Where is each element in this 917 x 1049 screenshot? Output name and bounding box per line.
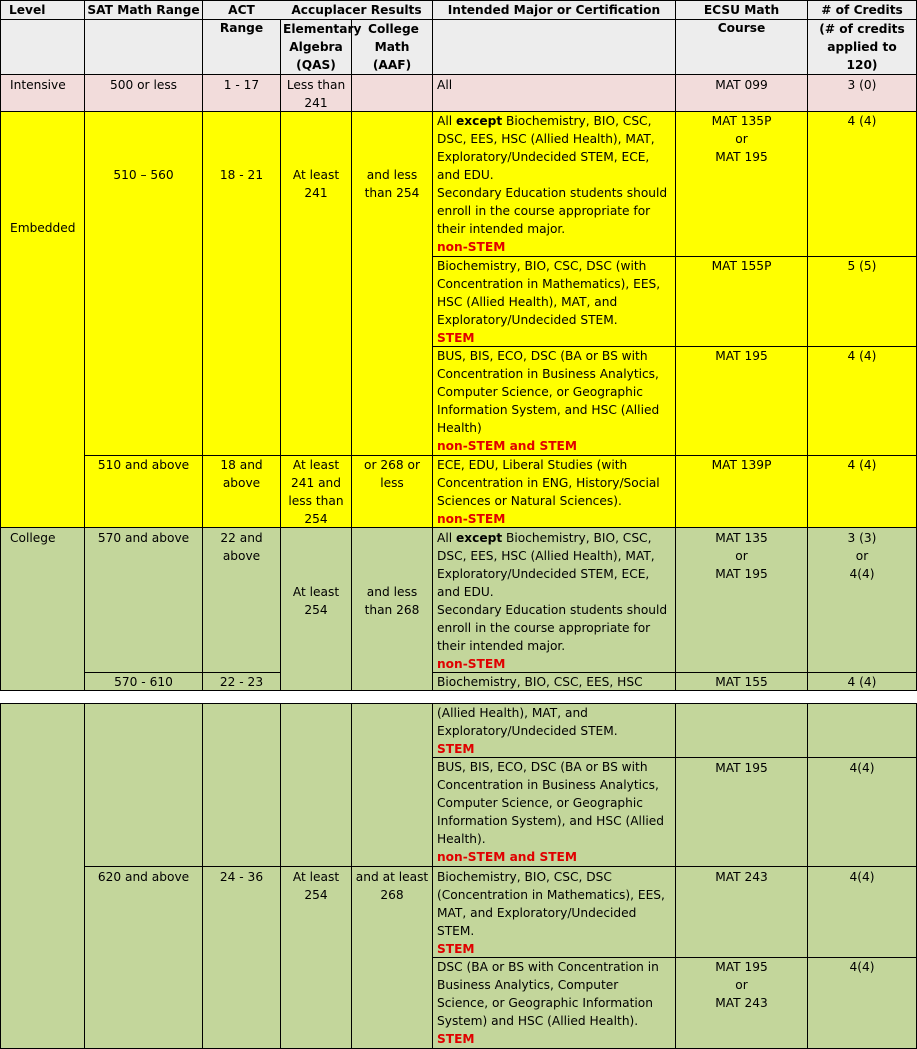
embedded-course-1b: MAT 195 (715, 150, 768, 164)
embedded-level: Embedded (10, 221, 76, 235)
college-major-4 (433, 868, 675, 957)
embedded-course-3: MAT 195 (715, 349, 768, 363)
college-major-1-note: Secondary Education students should enroll in the course appropriate for their intended major. (437, 603, 668, 653)
college-major-3 (433, 758, 675, 866)
header-act: ACT Range (219, 3, 264, 35)
college-aaf-1: and less than 268 (364, 585, 420, 617)
college-major-2-top: Biochemistry, BIO, CSC, EES, HSC (437, 675, 643, 689)
embedded-major-1-text: Biochemistry, BIO, CSC, DSC, EES, HSC (Allied Health), MAT, Exploratory/Undecided STEM, ECE, and EDU. (437, 114, 655, 182)
college-course-2: MAT 155 (715, 675, 768, 689)
embedded-aaf-4: or 268 or less (364, 458, 420, 490)
embedded-course-1a: MAT 135P (711, 114, 772, 128)
college-course-1a: MAT 135 (715, 531, 768, 545)
rule (202, 0, 203, 691)
college-major-5-text: DSC (BA or BS with Concentration in Business Analytics, Computer Science, or Geographic Information System) and HSC (Allied Health). (437, 960, 659, 1028)
embedded-credits-1: 4 (4) (847, 114, 877, 128)
college-credits-4: 4(4) (849, 870, 875, 884)
embedded-sat-1: 510 – 560 (113, 168, 174, 182)
header-major: Intended Major or Certification (447, 3, 661, 17)
college-credits-5: 4(4) (849, 960, 875, 974)
college-sat-1: 570 and above (97, 531, 190, 545)
embedded-major-1-prefix: All (437, 114, 456, 128)
college-credits-3: 4(4) (849, 761, 875, 775)
college-major-2-tag: STEM (437, 742, 475, 756)
embedded-major-1 (433, 112, 675, 256)
embedded-credits-2: 5 (5) (847, 259, 877, 273)
embedded-major-2 (433, 257, 675, 346)
rule (0, 703, 1, 1049)
college-course-1-or: or (735, 549, 748, 563)
embedded-major-4-tag: non-STEM (437, 512, 506, 526)
college-act-2: 22 - 23 (219, 675, 264, 689)
intensive-level: Intensive (10, 78, 66, 92)
college-major-5-tag: STEM (437, 1032, 475, 1046)
college-course-4: MAT 243 (715, 870, 768, 884)
college-major-1-text: Biochemistry, BIO, CSC, DSC, EES, HSC (Allied Health), MAT, Exploratory/Undecided STEM, ECE, and EDU. (437, 531, 655, 599)
embedded-major-4 (433, 456, 675, 527)
intensive-credits: 3 (0) (847, 78, 877, 92)
intensive-sat: 500 or less (109, 78, 178, 92)
college-course-1 (676, 529, 807, 583)
college-act-1: 22 and above (220, 531, 263, 563)
college-level: College (10, 531, 56, 545)
intensive-act: 1 - 17 (223, 78, 260, 92)
embedded-qas-1: At least 241 (292, 168, 340, 200)
college-course-5a: MAT 195 (715, 960, 768, 974)
header-credits-sub: (# of credits applied to 120) (819, 22, 905, 72)
college-course-1b: MAT 195 (715, 567, 768, 581)
embedded-act-1: 18 - 21 (219, 168, 264, 182)
embedded-major-4-text: ECE, EDU, Liberal Studies (with Concentration in ENG, History/Social Sciences or Natural Sciences). (437, 458, 660, 508)
college-course-5-or: or (735, 978, 748, 992)
header-level: Level (9, 3, 46, 17)
rule (0, 0, 1, 691)
embedded-course-4: MAT 139P (711, 458, 772, 472)
rule (807, 0, 808, 691)
embedded-qas-4: At least 241 and less than 254 (288, 458, 344, 526)
header-credits: # of Credits (821, 3, 903, 17)
header-aaf: College Math (AAF) (368, 22, 419, 72)
college-credits-1 (808, 529, 916, 583)
college-major-3-text: BUS, BIS, ECO, DSC (BA or BS with Concentration in Business Analytics, Computer Science, or Geographic Information System), and HSC (Allied Health). (437, 760, 664, 846)
intensive-major: All (437, 78, 453, 92)
college-major-4-tag: STEM (437, 942, 475, 956)
embedded-act-4: 18 and above (220, 458, 263, 490)
embedded-credits-3: 4 (4) (847, 349, 877, 363)
college-act-4: 24 - 36 (219, 870, 264, 884)
embedded-major-3 (433, 347, 675, 455)
header-qas: Elementary Algebra (QAS) (283, 22, 362, 72)
college-major-1 (433, 529, 675, 673)
intensive-course: MAT 099 (715, 78, 768, 92)
embedded-course-1-or: or (735, 132, 748, 146)
embedded-aaf-1: and less than 254 (364, 168, 420, 200)
embedded-major-1-note: Secondary Education students should enroll in the course appropriate for their intended major. (437, 186, 668, 236)
embedded-major-3-text: BUS, BIS, ECO, DSC (BA or BS with Concentration in Business Analytics, Computer Science, or Geographic Information System, and HSC (Allied Health) (437, 349, 660, 435)
college-major-3-tag: non-STEM and STEM (437, 850, 577, 864)
college-major-2-bottom (433, 704, 675, 757)
page-break-gap (0, 691, 917, 703)
college-aaf-4: and at least 268 (355, 870, 429, 902)
embedded-major-1-except: except (455, 114, 503, 128)
embedded-credits-4: 4 (4) (847, 458, 877, 472)
college-major-1-prefix: All (437, 531, 456, 545)
rule (0, 74, 917, 75)
college-major-1-except: except (455, 531, 503, 545)
college-qas-1: At least 254 (292, 585, 340, 617)
college-major-2-text: (Allied Health), MAT, and Exploratory/Undecided STEM. (437, 706, 618, 738)
embedded-course-2: MAT 155P (711, 259, 772, 273)
header-subrow-band (0, 19, 917, 74)
embedded-major-2-tag: STEM (437, 331, 475, 345)
intensive-qas: Less than 241 (286, 78, 346, 110)
college-major-1-tag: non-STEM (437, 657, 506, 671)
college-major-5 (433, 958, 675, 1048)
college-course-5 (676, 958, 807, 1012)
college-sat-2: 570 - 610 (114, 675, 173, 689)
college-qas-4: At least 254 (292, 870, 340, 902)
embedded-major-1-tag: non-STEM (437, 240, 506, 254)
embedded-course-1 (676, 112, 807, 166)
header-accuplacer: Accuplacer Results (291, 3, 422, 17)
college-credits-1b: 4(4) (849, 567, 875, 581)
college-credits-1-or: or (855, 549, 869, 563)
rule (84, 866, 917, 867)
college-sat-4: 620 and above (97, 870, 190, 884)
college-credits-2: 4 (4) (847, 675, 877, 689)
college-course-3: MAT 195 (715, 761, 768, 775)
college-major-4-text: Biochemistry, BIO, CSC, DSC (Concentration in Mathematics), EES, MAT, and Exploratory/Undecided STEM. (437, 870, 665, 938)
header-course: ECSU Math Course (703, 3, 780, 35)
embedded-major-3-tag: non-STEM and STEM (437, 439, 577, 453)
embedded-major-2-text: Biochemistry, BIO, CSC, DSC (with Concentration in Mathematics), EES, HSC (Allied Health), MAT, and Exploratory/Undecided STEM. (437, 259, 661, 327)
embedded-sat-4: 510 and above (97, 458, 190, 472)
college-course-5b: MAT 243 (715, 996, 768, 1010)
header-sat: SAT Math Range (87, 3, 200, 17)
rule (675, 0, 676, 691)
rule (84, 0, 85, 691)
college-credits-1a: 3 (3) (847, 531, 877, 545)
rule (0, 19, 917, 20)
